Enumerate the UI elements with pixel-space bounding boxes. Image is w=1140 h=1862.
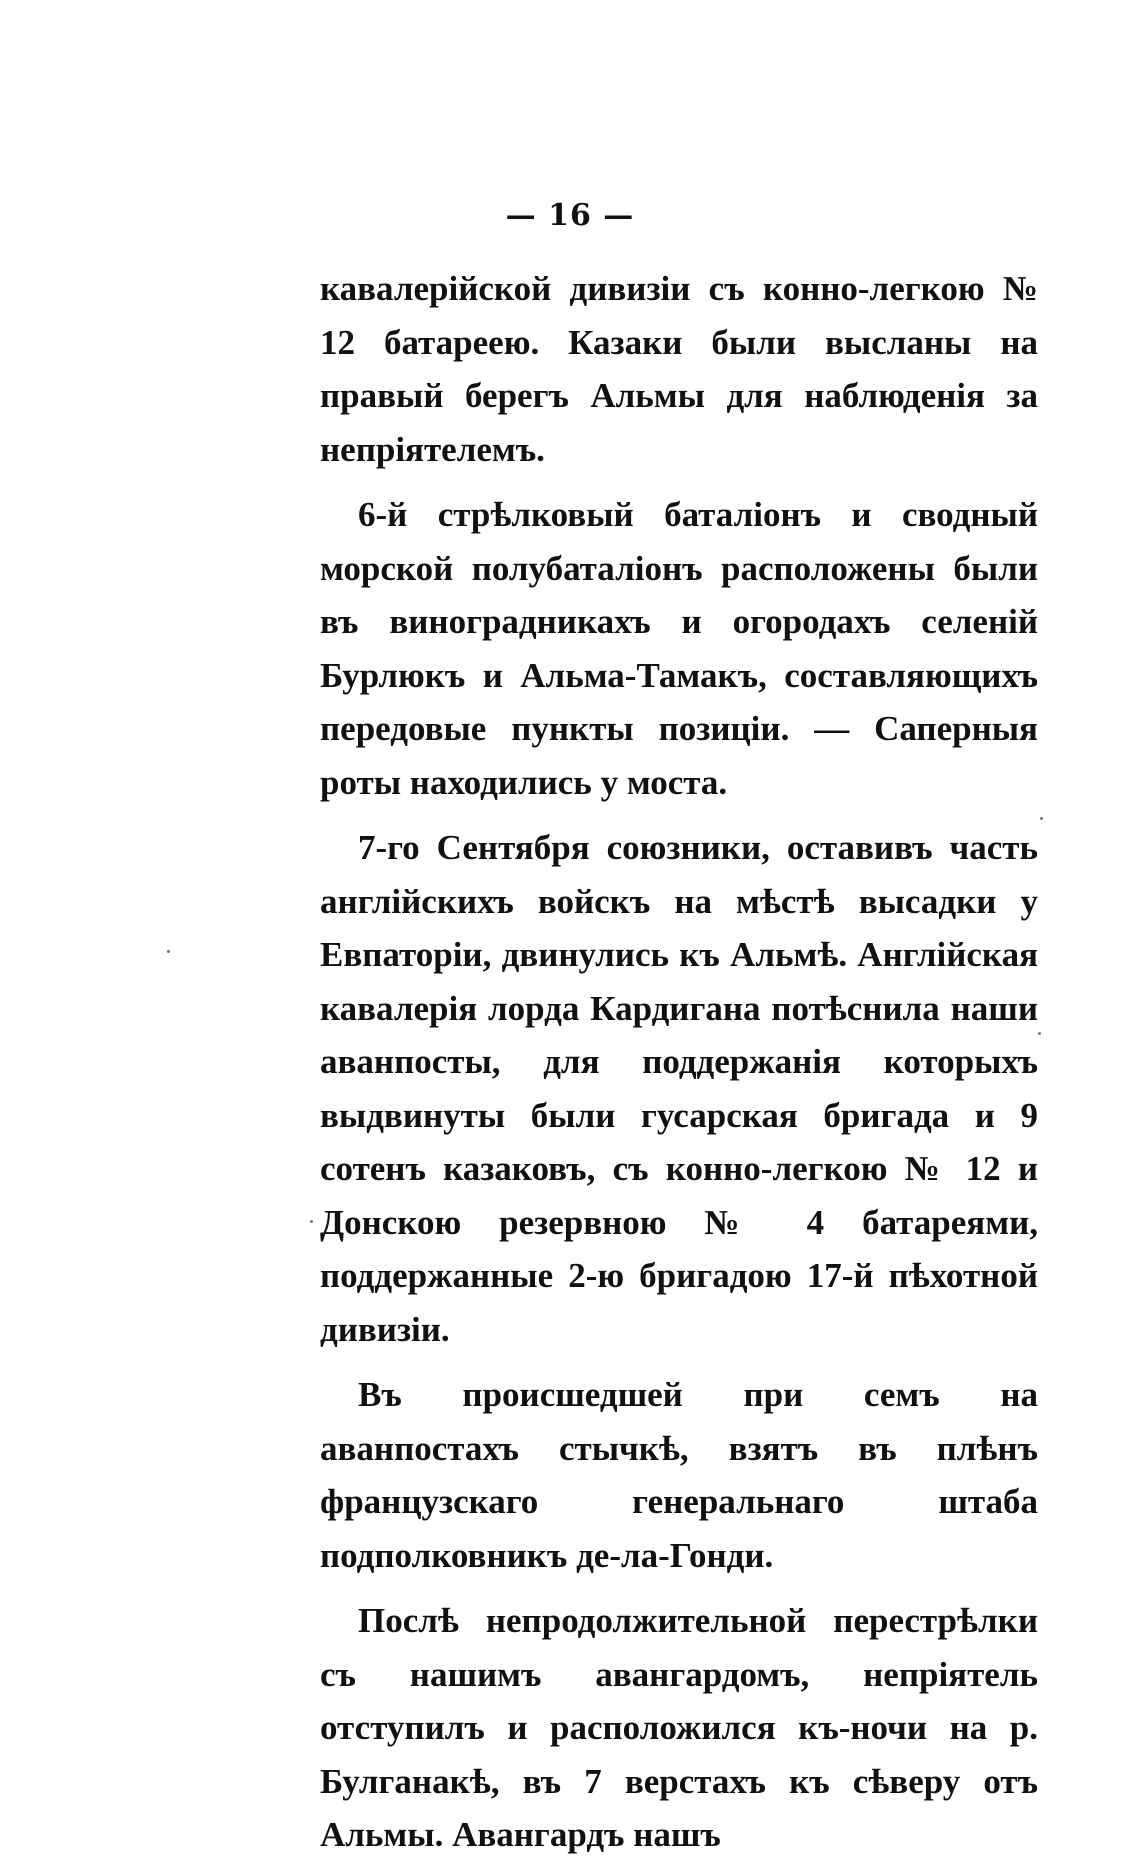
paragraph-3: 7-го Сентября союзники, оставивъ часть англійскихъ войскъ на мѣстѣ высадки у Евпаторіи, двинулись къ Альмѣ. Англійская кавалерія лорда Кардигана потѣснила наши аванпосты, для поддержанія которыхъ выдвинуты были гусарская бригада и 9 сотенъ казаковъ, съ конно-легкою № 12 и Донскою резервною № 4 батареями, поддержанные 2-ю бригадою 17-й пѣхотной дивизіи.	[320, 828, 1038, 1349]
paper-speck	[1038, 1032, 1041, 1035]
paragraph-1: кавалерійской дивизіи съ конно-легкою № 12 батареею. Казаки были высланы на правый берегъ Альмы для наблюденія за непріятелемъ.	[320, 269, 1038, 469]
paper-speck	[310, 1220, 313, 1223]
paragraph-2: 6-й стрѣлковый баталіонъ и сводный морской полубаталіонъ расположены были въ виноградникахъ и огородахъ селеній Бурлюкъ и Альма-Тамакъ, составляющихъ передовые пункты позиціи. — Саперныя роты находились у моста.	[320, 495, 1038, 802]
paragraph-5: Послѣ непродолжительной перестрѣлки съ нашимъ авангардомъ, непріятель отступилъ и расположился къ-ночи на р. Булганакѣ, въ 7 верстахъ къ сѣверу отъ Альмы. Авангардъ нашъ	[320, 1601, 1038, 1854]
paper-speck	[1040, 817, 1043, 820]
paragraph-4: Въ происшедшей при семъ на аванпостахъ стычкѣ, взятъ въ плѣнъ французскаго генеральнаго штаба подполковникъ де-ла-Гонди.	[320, 1375, 1038, 1575]
paper-speck	[167, 950, 170, 953]
page-number: — 16 —	[505, 198, 635, 233]
page-body-text	[320, 262, 1038, 1862]
